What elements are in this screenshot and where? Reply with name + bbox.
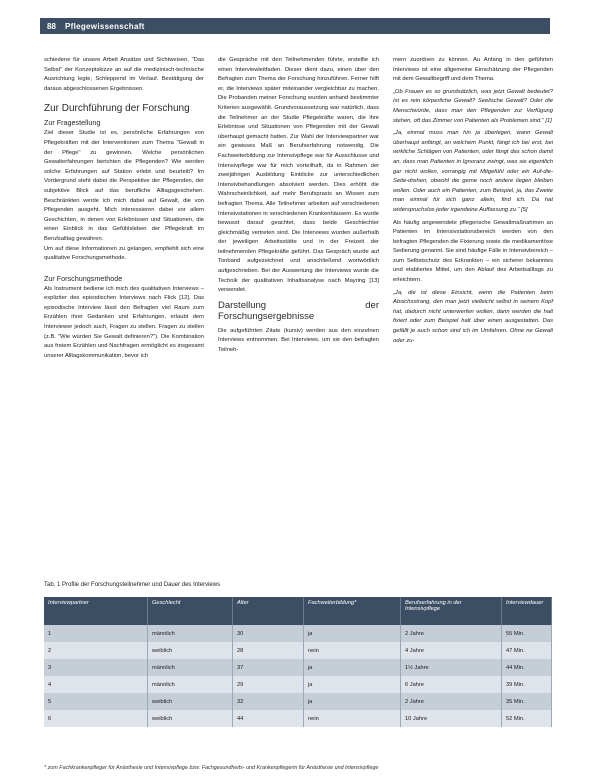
participants-table (44, 597, 552, 727)
text-column-1 (44, 56, 204, 361)
section-title: Pflegewissenschaft (65, 21, 145, 31)
column-header: Berufserfahrung in der Intensivpflege (401, 597, 502, 625)
table-cell: ja (304, 676, 401, 693)
page-number: 88 (47, 21, 56, 31)
table-cell: ja (304, 693, 401, 710)
column-header: Fachweiterbildung* (304, 597, 401, 625)
table-cell: männlich (148, 625, 233, 642)
paragraph: Die aufgeführten Zitate (kursiv) werden aus den einzelnen Interviews entnommen. Bei Interviews, um sie den befragten Teilneh- (218, 327, 379, 354)
table-cell: männlich (148, 659, 233, 676)
table-cell: 6 (44, 710, 148, 727)
paragraph: mern zuordnen zu können. Au Anfang in den geführten Interviews ist eine allgemeine Einschätzung der Pflegenden mit dem Gewaltbegriff und dem Thema. (393, 57, 553, 83)
table-cell: 5 (44, 693, 148, 710)
table-cell: 10 Jahre (401, 710, 502, 727)
table-cell: 2 Jahre (401, 625, 502, 642)
page-header (40, 18, 550, 34)
table-row (44, 710, 552, 727)
text-column-2 (218, 56, 379, 356)
column-header: Alter (233, 597, 304, 625)
table-cell: nein (304, 710, 401, 727)
quote: „Ob Frauen es so grundsätzlich, was jetzt Gewalt bedeutet? Ist es rein körperliche Gewalt? Seelische Gewalt? Oder die Menschwürde, dass man den Pflegenden zur Verfügung stehen, oft das Zimmer von Patienten als Problemen sind.“ [1] (393, 88, 553, 124)
table-cell: 29 (233, 676, 304, 693)
table-row (44, 676, 552, 693)
paragraph: Als häufig angewendete pflegerische Gewaltmaßnahmen an Patienten im Intensivstationsbereich werden von den befragten Pflegenden die Fixierung sowie die medikamentöse Sedierung genannt. Sie sind häufige Fälle in Intensivbereich – zum Selbstschutz des Erkrankten – ein sicherer bekanntes und etabliertes Mittel, um den Ablauf des Arbeitsalltags zu erleichtern. (393, 219, 553, 284)
paragraph: schiedene für unsere Arbeit Ansätze und Sichtweisen, "Das Selbst" der Konzeptskizze an auf die medizinisch-technische Ausrichtung legte, Schleppend im Verlauf. Bestätigung der daraus abgeschlossenen Ergebnissen. (44, 57, 204, 92)
table-cell: 44 (233, 710, 304, 727)
quote: „Ja, die ist diese Einsicht, wenn die Patienten beim Absichsstrang, den man jetzt vielleicht selbst in seinem Kopf hat, dadurch nicht unterwerfen wollen, dann werden die halt fixiert oder zum Beispiel halt über einen ausgestatten. Das gefällt je auch schon sind ich im Umfahren. Ohne ne Gewalt oder zu- (393, 289, 553, 344)
table-row (44, 642, 552, 659)
table-cell: 44 Min. (502, 659, 552, 676)
subheading-methode: Zur Forschungsmethode (44, 273, 123, 283)
paragraph: die Gespräche mit den Teilnehmenden führte, erstellte ich einen Interviewleitfaden. Dieser dient dazu, einen über den Befragten zum Thema der Forschung hinzuführen. Ferner hilft er, die Interviews später miteinander vergleichbar zu machen. Die Probanden meiner Forschung wurden anhand bestimmter Kriterien ausgewählt. Grundvoraussetzung war natürlich, dass die Teilnehmer an der Studie Pflegekräfte waren, die ihre Erlebnisse und Situationen von Pflegenden mit der Gewalt überhaupt gemacht hatten. Zur Wahl der Interviewpartner war ein gewisses Maß an Berufserfahrung notwendig. Die Fachweiterbildung zur Intensivpflege war für Ausschlusse und Intensivpflege war für mich vorteilhaft, da in Rahmen der zweijährigen Ausbildung Einblicke zur unterschiedlichen Intensivbehandlungen absolviert werden. Dies erhöht die Wahrscheinlichkeit, auf mehr Berufspraxis an Wissen zum befragten Thema. Alle Teilnehmer arbeiten auf verschiedenen Intensivstationen in verschiedenen Krankenhäusern. Es wurde bewusst darauf geachtet, dass beide Geschlechter gleichmäßig vertreten sind. Die Interviews wurden außerhalb der jeweiligen Arbeitsstätte und in der Freizeit der teilnehmenden Pflegekräfte geführt. Das Gespräch wurde auf Tonband aufgezeichnet und anschließend wortwörtlich aufgeschrieben. Bei der Auswertung der Interviews wurde die Technik der qualitativen Inhaltsanalyse nach Mayring [13] verwendet. (218, 57, 379, 294)
column-header: Interviewdauer (502, 597, 552, 625)
paragraph: Als Instrument bediene ich mich des qualitativen Interviews – expliziter des episodischen Interviews nach Flick [12]. Das episodische Interview lässt den Befragten viel Raum zum Erzählen ihrer Gedanken und Erfahrungen, erlaubt dem Interviewer jedoch auch, Fragen zu stellen. Fragen zu stellen (z.B. "Wie würden Sie Gewalt definieren?"). Die Kombination aus freiem Erzählen und Nachfragen ermöglicht es insgesamt unserer Alltagskommunikation, bevor ich (44, 285, 204, 359)
table-row (44, 659, 552, 676)
table-cell: 47 Min. (502, 642, 552, 659)
table-cell: 32 (233, 693, 304, 710)
table-cell: ja (304, 625, 401, 642)
table-cell: weiblich (148, 693, 233, 710)
table-cell: 39 Min. (502, 676, 552, 693)
table-cell: 2 Jahre (401, 693, 502, 710)
paragraph: Um auf diese Informationen zu gelangen, empfiehlt sich eine qualitative Forschungsmethode. (44, 245, 204, 262)
table-cell: 1½ Jahre (401, 659, 502, 676)
table-cell: 4 (44, 676, 148, 693)
table-cell: 4 Jahre (401, 642, 502, 659)
table-cell: nein (304, 642, 401, 659)
table-cell: 2 (44, 642, 148, 659)
heading-durchfuehrung: Zur Durchführung der Forschung (44, 103, 190, 115)
table-cell: 28 (233, 642, 304, 659)
table-row (44, 625, 552, 642)
table-cell: 35 Min. (502, 693, 552, 710)
table-cell: 6 Jahre (401, 676, 502, 693)
table-cell: weiblich (148, 710, 233, 727)
table-cell: 37 (233, 659, 304, 676)
heading-darstellung: Darstellung der Forschungsergebnisse (218, 299, 379, 323)
table-row (44, 693, 552, 710)
table-cell: 55 Min. (502, 625, 552, 642)
column-header: Interviewpartner (44, 597, 148, 625)
table-cell: 3 (44, 659, 148, 676)
paragraph: Ziel dieser Studie ist es, persönliche Erfahrungen von Pflegekräften mit der Interventionen zum Thema "Gewalt in der Pflege" zu gewinnen. Welche persönlichen Gewalterfahrungen berichten die Pflegenden? Wie werden solche Erfahrungen auf Station erlebt und beurteilt? Im Vordergrund steht dabei die Perspektive der Pflegenden, der subjektive Blick auf das berufliche Alltagsgeschehen. Beschränkten werde ich mich dabei auf Gewalt, die von Pflegenden ausgeht. Mich interessieren dabei vor allem Geschichten, in denen von Erlebnissen und Situationen, die einen Einblick in das Gefühlsleben der Pflegekraft im Berufsalltag gewähren. (44, 130, 204, 242)
table-cell: 52 Min. (502, 710, 552, 727)
subheading-fragestellung: Zur Fragestellung (44, 118, 101, 128)
table-cell: weiblich (148, 642, 233, 659)
column-header: Geschlecht (148, 597, 233, 625)
quote: „Ja, einmal muss man hin ja überlegen, wann Gewalt überhaupt anfängt, an welchem Punkt, fängt ich bei erst, bei wirkliche Schlägen von Patienten, oder fängt das schon damit an, dass man Patienten in Ignoranz zwingt, was sie eigentlich gar nicht wollen, vorrangig mit Mitgefühl oder ein Auf-die-Seite-drehen, obwohl die gerne noch andere liegen bleiben wollen. Oder auch ein Patienten, zum Beispiel, ja, das Zweite man einmal für sich ganz allein, find ich. Da hat widerspruchslos jeder irgendeine Auffassung zu.“ [5] (393, 130, 553, 213)
table-cell: männlich (148, 676, 233, 693)
table-cell: 1 (44, 625, 148, 642)
text-column-3 (393, 56, 553, 346)
table-cell: ja (304, 659, 401, 676)
table-footnote: * zum Fachkrankenpfleger für Anästhesie und Intensivpflege bzw. Fachgesundheits- und Krankenpflegerin für Anästhesie und Intensivpflege (44, 765, 379, 771)
table-header-row (44, 597, 552, 625)
table-cell: 30 (233, 625, 304, 642)
table-caption: Tab. 1 Profile der Forschungsteilnehmer und Dauer des Interviews (44, 582, 221, 588)
